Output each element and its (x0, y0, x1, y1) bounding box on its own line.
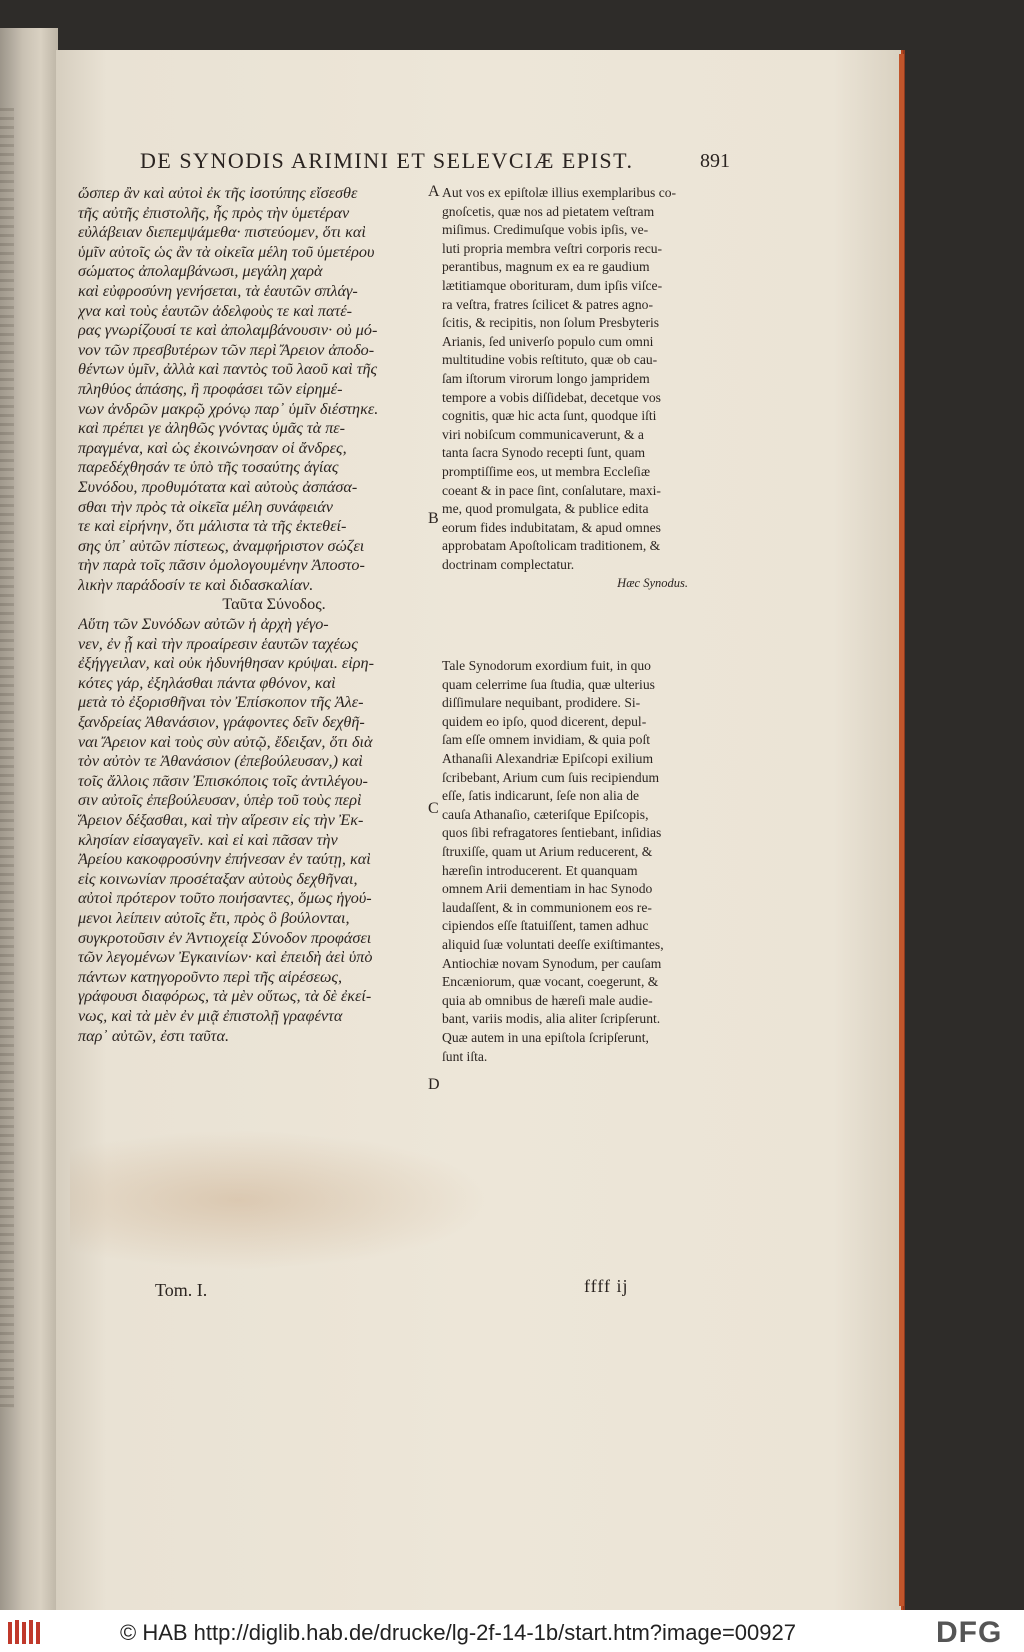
text-line: νων ἀνδρῶν μακρῷ χρόνῳ παρ᾿ ὑμῖν διέστηκε. (78, 399, 379, 418)
text-line: ρας γνωρίζουσί τε καὶ ἀπολαμβάνουσιν· οὐ μό- (78, 321, 378, 340)
text-line: eſſe, ſatis indicarunt, ſeſe non alia de (442, 788, 640, 804)
source-url-link[interactable]: © HAB http://diglib.hab.de/drucke/lg-2f-14-1b/start.htm?image=00927 (120, 1620, 796, 1645)
text-line: πραγμένα, καὶ ὡς ἐκοινώνησαν οἱ ἄνδρες, (78, 438, 347, 457)
text-line: Tale Synodorum exordium fuit, in quo (442, 658, 651, 674)
text-line: ὑμῖν αὐτοῖς ὡς ἂν τὰ οἰκεῖα μέλη τοῦ ὑμετέρου (78, 242, 375, 261)
text-line: lætitiamque oborituram, dum ipſis viſce- (442, 277, 663, 293)
text-line: τῶν λεγομένων Ἐγκαινίων· καὶ ἐπειδὴ ἀεὶ ὑπὸ (78, 948, 373, 967)
text-line: Arianis, ſed univerſo populo cum omni (442, 333, 654, 349)
page-number: 891 (700, 150, 730, 172)
text-line: gnoſcetis, quæ nos ad pietatem veſtram (442, 203, 655, 219)
text-line: ſam iſtorum virorum longo jampridem (442, 370, 650, 386)
hab-logo-icon (6, 1618, 46, 1646)
previous-page-edge (0, 28, 58, 1618)
page-red-edge (899, 54, 904, 1606)
text-line: ναι Ἄρειον καὶ τοὺς σὺν αὐτῷ, ἔδειξαν, ὅτι διὰ (78, 732, 373, 751)
source-bar (0, 1610, 1024, 1652)
text-line: ἐξήγγειλαν, καὶ οὐκ ἠδυνήθησαν κρύψαι. εἰρη- (78, 654, 374, 673)
text-line: θέντων ὑμῖν, ἀλλὰ καὶ παντὸς τοῦ λαοῦ καὶ τῆς (78, 360, 378, 379)
greek-column (78, 184, 430, 1046)
text-line: σιν αὐτοῖς ἐπεβούλευσαν, ὑπὲρ τοῦ τοὺς περὶ (78, 791, 362, 810)
text-line: ὥσπερ ἂν καὶ αὐτοὶ ἐκ τῆς ἰσοτύπης εἴσεσθε (78, 184, 358, 202)
text-line: promptiſſime eos, ut membra Eccleſiæ (442, 463, 651, 479)
text-line: γράφουσι διαφόρως, τὰ μὲν οὕτως, τὰ δὲ ἐκεί- (78, 987, 372, 1006)
margin-marker-c: C (428, 800, 439, 817)
text-line: ſtruxiſſe, quam ut Arium reducerent, & (442, 844, 653, 859)
text-line: omnem Arii dementiam in hac Synodo (442, 881, 653, 897)
text-line: σθαι τὴν πρὸς τὰ οἰκεῖα μέλη συνάφειάν (78, 497, 333, 516)
text-line: multitudine vobis reſtituto, quæ ob cau- (442, 352, 658, 368)
text-line: τε καὶ εἰρήνην, ὅτι μάλιστα τὰ τῆς ἐκτεθεί- (78, 517, 347, 536)
text-line: τὸν αὐτὸν τε Ἀθανάσιον (ἐπεβούλευσαν,) καὶ (78, 752, 363, 771)
text-line: tempore a vobis diſſidebat, decetque vos (442, 389, 661, 405)
text-line: Aut vos ex epiſtolæ illius exemplaribus co- (442, 185, 677, 200)
margin-marker-b: B (428, 510, 439, 527)
spacer (442, 593, 728, 657)
text-line: καὶ εὐφροσύνη γενήσεται, τὰ ἑαυτῶν σπλάγ- (78, 281, 358, 300)
text-line: coeant & in pace ſint, conſalutare, maxi- (442, 482, 661, 498)
text-line: Athanaſii Alexandriæ Epiſcopi exilium (442, 751, 654, 767)
text-line: νον τῶν πρεσβυτέρων τῶν περὶ Ἄρειον ἀποδο- (78, 340, 375, 359)
text-line: Ἄρειον δέξασθαι, καὶ τὴν αἵρεσιν εἰς τὴν Ἐκ- (78, 811, 364, 829)
text-line: luti propria membra veſtri corporis recu- (442, 240, 663, 256)
text-line: quos ſibi refragatores ſentiebant, inſidias (442, 825, 662, 841)
text-line: τὴν παρὰ τοῖς πᾶσιν ὁμολογουμένην Ἀποστο- (78, 556, 365, 575)
text-line: ſam eſſe omnem invidiam, & quia poſt (442, 732, 651, 748)
text-line: quidem eo ipſo, quod dicerent, depul- (442, 713, 647, 729)
text-line: νεν, ἐν ᾗ καὶ τὴν προαίρεσιν ἑαυτῶν ταχέως (78, 634, 358, 653)
text-line: cognitis, quæ hic acta ſunt, quodque iſti (442, 408, 657, 424)
text-line: αὐτοὶ πρότερον τοῦτο ποιήσαντες, ὅμως ἡγού- (78, 889, 372, 908)
text-line: λικὴν παράδοσίν τε καὶ διδασκαλίαν. (78, 575, 314, 594)
text-line: quam celerrime ſua ſtudia, quæ ulterius (442, 676, 655, 692)
text-line: εὐλάβειαν διεπεμψάμεθα· πιστεύομεν, ὅτι καὶ (78, 223, 366, 242)
footer-signature-mark: ffff ij (584, 1276, 629, 1296)
text-line: χνα καὶ τοὺς ἑαυτῶν ἀδελφοὺς τε καὶ πατέ- (78, 301, 353, 320)
text-line: bant, variis modis, alia aliter ſcripſerunt. (442, 1011, 661, 1027)
text-line: aliquid ſuæ voluntati deeſſe exiſtimantes, (442, 936, 664, 952)
text-line: laudaſſent, & in communionem eos re- (442, 899, 652, 915)
text-line: καὶ πρέπει γε ἀληθῶς γνόντας ὑμᾶς τὰ πε- (78, 419, 346, 438)
text-line: εἰς κοινωνίαν προσέταξαν αὐτοὺς δεχθῆναι, (78, 869, 358, 888)
text-line: viri nobiſcum communicaverunt, & a (442, 426, 644, 442)
text-line: τοῖς ἄλλοις πᾶσιν Ἐπισκόποις τοῖς ἀντιλέγου- (78, 771, 368, 790)
text-line: cauſa Athanaſio, cæteriſque Epiſcopis, (442, 806, 649, 822)
text-line: συγκροτοῦσιν ἐν Ἀντιοχείᾳ Σύνοδον προφάσει (78, 928, 372, 947)
running-head: DE SYNODIS ARIMINI ET SELEVCIÆ EPIST. (140, 148, 634, 173)
paper-stain (70, 1130, 490, 1270)
text-line: Encæniorum, quæ vocant, coegerunt, & (442, 974, 659, 990)
text-line: ſcribebant, Arium cum ſuis recipiendum (442, 769, 660, 785)
latin-signature: Hæc Synodus. (617, 576, 688, 591)
text-line: κότες γάρ, ἐξηλάσθαι πάντα φθόνον, καὶ (78, 673, 336, 692)
margin-marker-a: A (428, 183, 440, 200)
text-line: τῆς αὐτῆς ἐπιστολῆς, ἧς πρὸς τὴν ὑμετέραν (78, 203, 350, 222)
text-line: approbatam Apoſtolicam traditionem, & (442, 538, 661, 554)
text-line: παρ᾿ αὐτῶν, ἐστι ταῦτα. (78, 1026, 229, 1045)
text-line: tanta ſacra Synodo recepti ſunt, quam (442, 445, 646, 461)
text-line: diſſimulare nequibant, prodidere. Si- (442, 695, 641, 711)
text-line: ſcitis, & recipitis, non ſolum Presbyteris (442, 315, 660, 331)
text-line: hæreſin introducerent. Et quanquam (442, 862, 638, 878)
text-line: σης ὑπ᾿ αὐτῶν πίστεως, ἀναμφήριστον σώζει (78, 536, 365, 555)
text-line: Quæ autem in una epiſtola ſcripſerunt, (442, 1029, 649, 1045)
text-line: eorum fides indubitatam, & apud omnes (442, 519, 661, 535)
text-line: παρεδέχθησάν τε ὑπὸ τῆς τοσαύτης ἁγίας (78, 458, 339, 477)
text-line: miſimus. Credimuſque vobis ipſis, ve- (442, 222, 649, 238)
text-line: ξανδρείας Ἀθανάσιον, γράφοντες δεῖν δεχθῆ- (78, 713, 365, 732)
text-line: μετὰ τὸ ἐξορισθῆναι τὸν Ἐπίσκοπον τῆς Ἀλε- (78, 693, 364, 712)
text-line: νως, καὶ τὰ μὲν ἐν μιᾷ ἐπιστολῇ γραφέντα (78, 1006, 343, 1025)
text-line: κλησίαν εἰσαγαγεῖν. καὶ εἰ καὶ πᾶσαν τὴν (78, 830, 338, 849)
text-line: πληθύος ἁπάσης, ἢ προφάσει τῶν εἰρημέ- (78, 379, 343, 398)
footer-volume: Tom. I. (155, 1280, 208, 1300)
text-line: πάντων κατηγοροῦντο περὶ τῆς αἱρέσεως, (78, 967, 343, 986)
text-line: Ἀρείου κακοφροσύνην ἐπήνεσαν ἐν ταύτῃ, καὶ (78, 850, 371, 869)
text-line: quia ab omnibus de hæreſi male audie- (442, 992, 653, 1008)
text-line: perantibus, magnum ex ea re gaudium (442, 259, 650, 275)
text-line: μενοι λείπειν αὐτοῖς ἔτι, πρὸς ὃ βούλονται, (78, 908, 350, 927)
text-line: Antiochiæ novam Synodum, per cauſam (442, 955, 662, 971)
text-line: ſunt iſta. (442, 1048, 488, 1064)
text-line: Αὕτη τῶν Συνόδων αὐτῶν ἡ ἀρχὴ γέγο- (78, 615, 329, 634)
text-line: Συνόδου, προθυμότατα καὶ αὐτοὺς ἀσπάσα- (78, 477, 358, 496)
greek-signature: Ταῦτα Σύνοδος. (222, 595, 326, 614)
margin-marker-d: D (428, 1076, 440, 1093)
latin-column (442, 184, 728, 1066)
text-line: me, quod promulgata, & publice edita (442, 501, 649, 517)
text-line: ra veſtra, fratres ſcilicet & patres agno- (442, 296, 653, 312)
text-line: cipiendos eſſe ſtatuiſſent, tamen adhuc (442, 918, 649, 934)
text-line: σώματος ἀπολαμβάνωσι, μεγάλη χαρὰ (78, 262, 323, 281)
dfg-logo: DFG (936, 1616, 1003, 1649)
text-line: doctrinam complectatur. (442, 556, 575, 572)
